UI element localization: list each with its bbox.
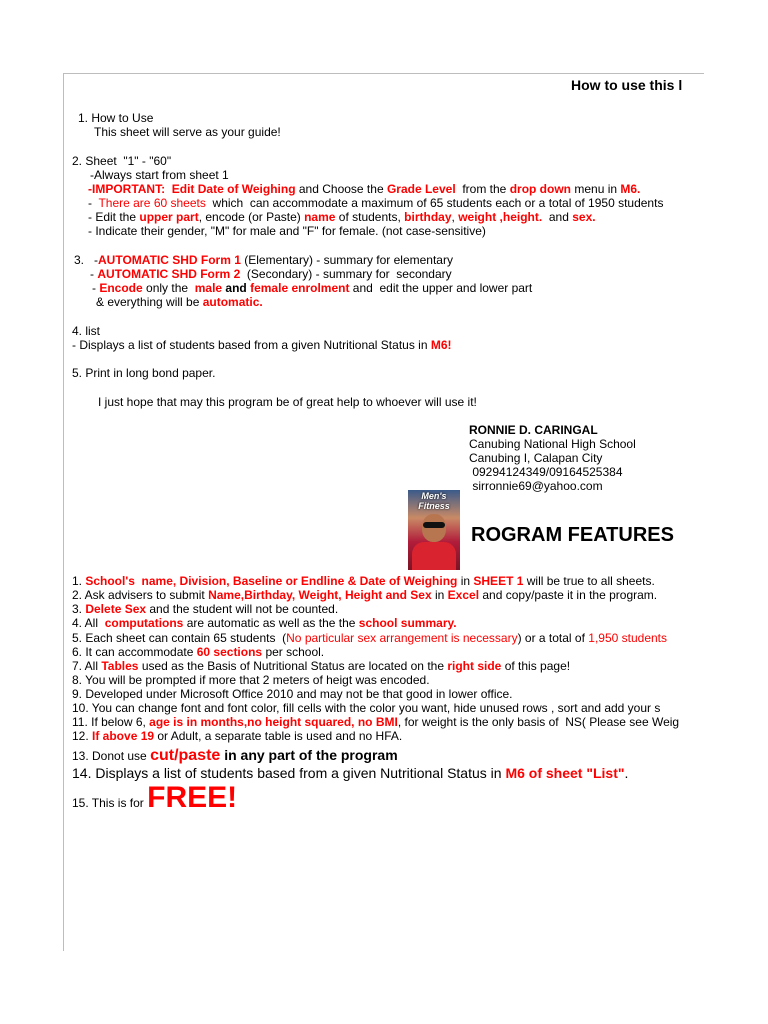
feature-14: 14. Displays a list of students based from a given Nutritional Status in M6 of sheet "List". (72, 765, 629, 781)
author-address: Canubing I, Calapan City (469, 451, 603, 465)
section-4-text: - Displays a list of students based from a given Nutritional Status in M6! (72, 338, 452, 352)
section-2-line-4: - Edit the upper part, encode (or Paste) name of students, birthday, weight ,height. and sex. (88, 210, 596, 224)
magazine-masthead: Men's Fitness (418, 491, 450, 511)
feature-4: 4. All computations are automatic as well as the the school summary. (72, 616, 457, 630)
section-3-line-2: - AUTOMATIC SHD Form 2 (Secondary) - summary for secondary (90, 267, 452, 281)
section-2-line-1: -Always start from sheet 1 (90, 168, 229, 182)
section-3-line-3: - Encode only the male and female enrolment and edit the upper and lower part (92, 281, 533, 295)
feature-7: 7. All Tables used as the Basis of Nutritional Status are located on the right side of this page! (72, 659, 571, 673)
sunglasses-icon (423, 522, 445, 528)
section-2-line-5: - Indicate their gender, "M" for male and "F" for female. (not case-sensitive) (88, 224, 486, 238)
section-2-line-2: -IMPORTANT: Edit Date of Weighing and Choose the Grade Level from the drop down menu in M6. (88, 182, 641, 196)
author-email: sirronnie69@yahoo.com (469, 479, 603, 493)
sheet-title: How to use this l (571, 77, 683, 93)
feature-15: 15. This is for FREE! (72, 781, 238, 814)
feature-13: 13. Donot use cut/paste in any part of the program (72, 747, 398, 764)
feature-1: 1. School's name, Division, Baseline or Endline & Date of Weighing in SHEET 1 will be true to all sheets. (72, 574, 655, 588)
photo-face (422, 514, 446, 542)
feature-5: 5. Each sheet can contain 65 students (No particular sex arrangement is necessary) or a total of 1,950 students (72, 631, 668, 645)
hope-message: I just hope that may this program be of great help to whoever will use it! (98, 395, 477, 409)
instruction-sheet (63, 73, 704, 951)
feature-11: 11. If below 6, age is in months,no height squared, no BMI, for weight is the only basis of NS( Please see Weig (72, 715, 680, 729)
feature-3: 3. Delete Sex and the student will not be counted. (72, 602, 339, 616)
feature-8: 8. You will be prompted if more that 2 meters of heigt was encoded. (72, 673, 430, 687)
author-phone: 09294124349/09164525384 (469, 465, 623, 479)
section-1-heading: 1. How to Use (78, 111, 154, 125)
feature-6: 6. It can accommodate 60 sections per school. (72, 645, 325, 659)
section-1-text: This sheet will serve as your guide! (94, 125, 281, 139)
section-4-heading: 4. list (72, 324, 101, 338)
section-3-line-4: & everything will be automatic. (96, 295, 263, 309)
author-school: Canubing National High School (469, 437, 636, 451)
section-3-line-1: 3. -AUTOMATIC SHD Form 1 (Elementary) - summary for elementary (74, 253, 453, 267)
author-name: RONNIE D. CARINGAL (469, 423, 598, 437)
feature-9: 9. Developed under Microsoft Office 2010 and may not be that good in lower office. (72, 687, 513, 701)
author-photo (408, 490, 460, 570)
program-features-title: ROGRAM FEATURES (471, 524, 674, 546)
photo-shirt (412, 542, 456, 570)
feature-2: 2. Ask advisers to submit Name,Birthday, Weight, Height and Sex in Excel and copy/paste it in the program. (72, 588, 658, 602)
feature-10: 10. You can change font and font color, fill cells with the color you want, hide unused rows , sort and add your s (72, 701, 661, 715)
section-5-heading: 5. Print in long bond paper. (72, 366, 216, 380)
section-2-heading: 2. Sheet "1" - "60" (72, 154, 172, 168)
feature-12: 12. If above 19 or Adult, a separate table is used and no HFA. (72, 729, 403, 743)
section-2-line-3: - There are 60 sheets which can accommodate a maximum of 65 students each or a total of 1950 students (88, 196, 664, 210)
